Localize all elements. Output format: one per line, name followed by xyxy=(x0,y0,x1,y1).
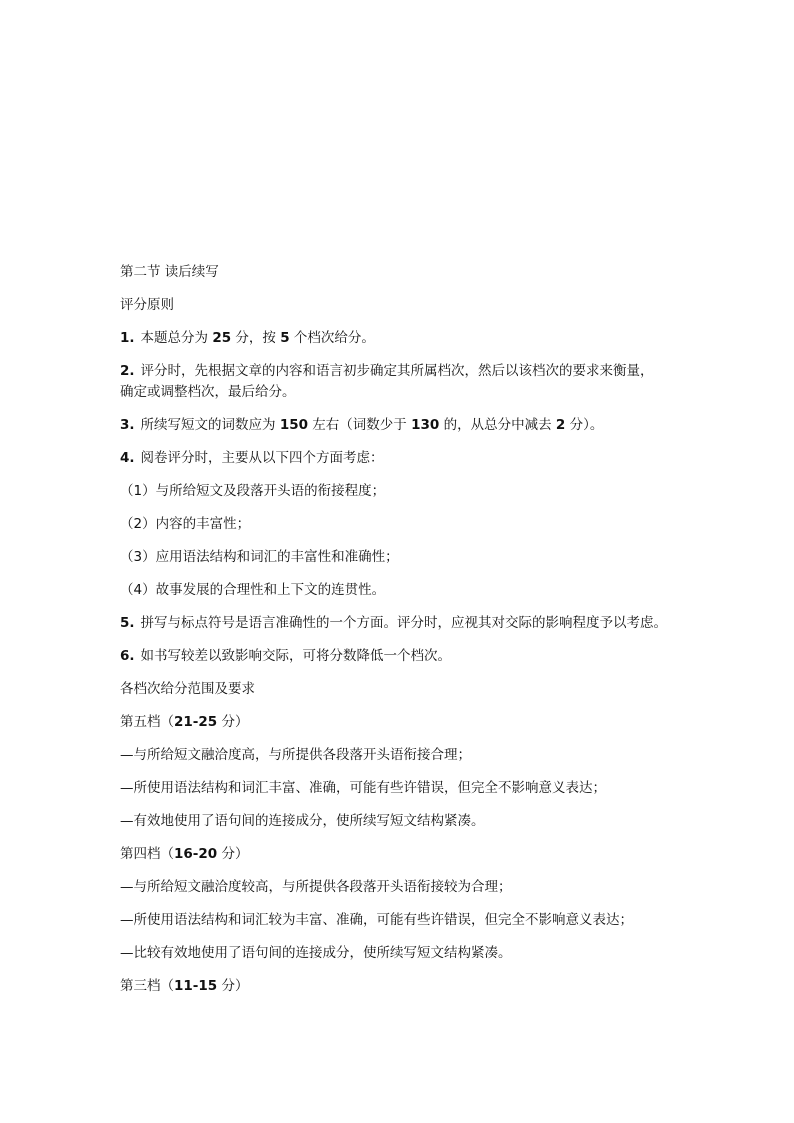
principle-1: 1. 本题总分为 25 分，按 5 个档次给分。 xyxy=(120,330,375,346)
level-requirement: —与所给短文融洽度较高，与所提供各段落开头语衔接较为合理； xyxy=(120,879,512,895)
level-3-title: 第三档（11-15 分） xyxy=(120,978,249,994)
level-requirement: —所使用语法结构和词汇较为丰富、准确，可能有些许错误，但完全不影响意义表达； xyxy=(120,912,633,928)
level-requirement: —所使用语法结构和词汇丰富、准确，可能有些许错误，但完全不影响意义表达； xyxy=(120,780,606,796)
principle-number: 2. xyxy=(120,363,135,379)
section-title: 第二节 读后续写 xyxy=(120,264,219,280)
level-4-title: 第四档（16-20 分） xyxy=(120,846,249,862)
principle-6: 6. 如书写较差以致影响交际，可将分数降低一个档次。 xyxy=(120,648,452,664)
level-requirement: —有效地使用了语句间的连接成分，使所续写短文结构紧凑。 xyxy=(120,813,485,829)
principle-5: 5. 拼写与标点符号是语言准确性的一个方面。评分时，应视其对交际的影响程度予以考虑。 xyxy=(120,615,668,631)
aspect-item: （1）与所给短文及段落开头语的衔接程度； xyxy=(120,483,386,499)
principle-number: 3. xyxy=(120,417,135,433)
principle-3: 3. 所续写短文的词数应为 150 左右（词数少于 130 的，从总分中减去 2 分）。 xyxy=(120,417,604,433)
principle-number: 1. xyxy=(120,330,135,346)
principle-number: 5. xyxy=(120,615,135,631)
aspect-item: （3）应用语法结构和词汇的丰富性和准确性； xyxy=(120,549,399,565)
scoring-principles-heading: 评分原则 xyxy=(120,297,174,313)
aspect-item: （4）故事发展的合理性和上下文的连贯性。 xyxy=(120,582,386,598)
principle-number: 6. xyxy=(120,648,135,664)
aspect-item: （2）内容的丰富性； xyxy=(120,516,251,532)
principle-4: 4. 阅卷评分时，主要从以下四个方面考虑： xyxy=(120,450,384,466)
level-requirement: —比较有效地使用了语句间的连接成分，使所续写短文结构紧凑。 xyxy=(120,945,512,961)
document-body xyxy=(120,262,680,1009)
level-requirement: —与所给短文融洽度高，与所提供各段落开头语衔接合理； xyxy=(120,747,471,763)
principle-2: 2. 评分时，先根据文章的内容和语言初步确定其所属档次，然后以该档次的要求来衡量， 确定或调整档次，最后给分。 xyxy=(120,363,654,400)
levels-heading: 各档次给分范围及要求 xyxy=(120,681,255,697)
principle-number: 4. xyxy=(120,450,135,466)
level-5-title: 第五档（21-25 分） xyxy=(120,714,249,730)
